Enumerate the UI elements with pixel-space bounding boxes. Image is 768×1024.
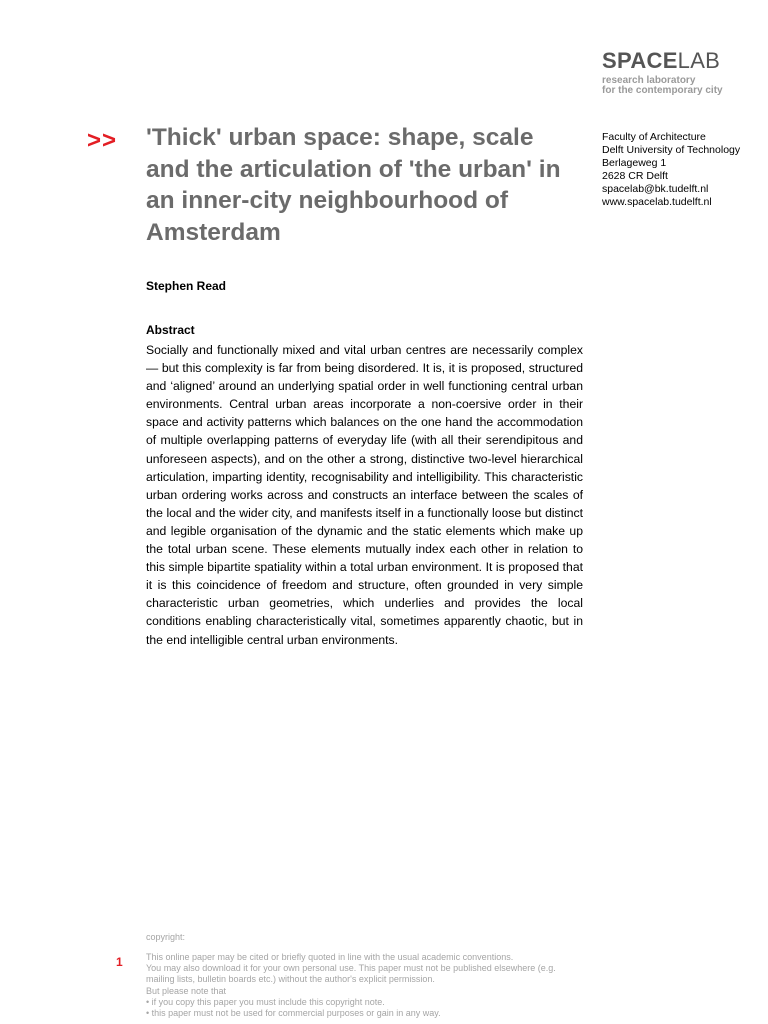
abstract-body: Socially and functionally mixed and vital urban centres are necessarily complex — but this complexity is far from being disordered. It is, it is proposed, structured and ‘aligned’ around an underlying spatial order in well functioning central urban environments. Central urban areas incorporate a non-coersive order in their space and activity patterns which balances on the one hand the accommodation of multiple overlapping patterns of everyday life (with all their serendipitous and unforeseen aspects), and on the other a strong, distinctive two-level hierarchical articulation, imparting identity, recognisability and intelligibility. This characteristic urban ordering works across and constructs an interface between the scales of the local and the wider city, and manifests itself in a functionally loose but distinct and legible organisation of the dynamic and the static elements which make up the total urban scene. These elements mutually index each other in relation to this simple bipartite spatiality within a total urban environment. It is proposed that it is this coincidence of freedom and structure, often grounded in very simple characteristic urban geometries, which underlies and provides the local conditions enabling characteristically vital, sometimes apparently chaotic, but in the end intelligible central urban environments.: [146, 343, 583, 647]
copyright-notice: [146, 952, 586, 1019]
address-line: Berlageweg 1: [602, 157, 667, 170]
page-number: 1: [116, 955, 123, 969]
address-website: www.spacelab.tudelft.nl: [602, 196, 712, 209]
logo-tagline-line-2: for the contemporary city: [602, 85, 723, 96]
copyright-line: But please note that: [146, 985, 227, 996]
copyright-line: mailing lists, bulletin boards etc.) without the author's explicit permission.: [146, 974, 435, 985]
copyright-line: • this paper must not be used for commercial purposes or gain in any way.: [146, 1008, 441, 1019]
title-arrows-icon: >>: [87, 127, 118, 154]
copyright-heading: copyright:: [146, 932, 186, 942]
address-email: spacelab@bk.tudelft.nl: [602, 183, 709, 196]
address-line: Faculty of Architecture: [602, 131, 706, 143]
logo-tagline-line-1: research laboratory: [602, 75, 696, 86]
logo-space: SPACE: [602, 48, 678, 73]
author-name: Stephen Read: [146, 279, 227, 293]
logo-lab: LAB: [677, 48, 721, 73]
institution-address: [602, 131, 740, 210]
spacelab-logo: [602, 48, 723, 96]
logo-wordmark: [602, 48, 723, 74]
copyright-line: This online paper may be cited or briefly quoted in line with the usual academic conventions.: [146, 952, 514, 962]
copyright-line: • if you copy this paper you must include this copyright note.: [146, 996, 385, 1007]
address-line: 2628 CR Delft: [602, 170, 668, 183]
logo-tagline: [602, 76, 723, 96]
abstract-heading: Abstract: [146, 323, 195, 337]
address-line: Delft University of Technology: [602, 144, 741, 157]
copyright-line: You may also download it for your own personal use. This paper must not be published elsewhere (e.g.: [146, 963, 556, 974]
paper-title: 'Thick' urban space: shape, scale and the articulation of 'the urban' in an inner-city neighbourhood of Amsterdam: [146, 124, 561, 246]
